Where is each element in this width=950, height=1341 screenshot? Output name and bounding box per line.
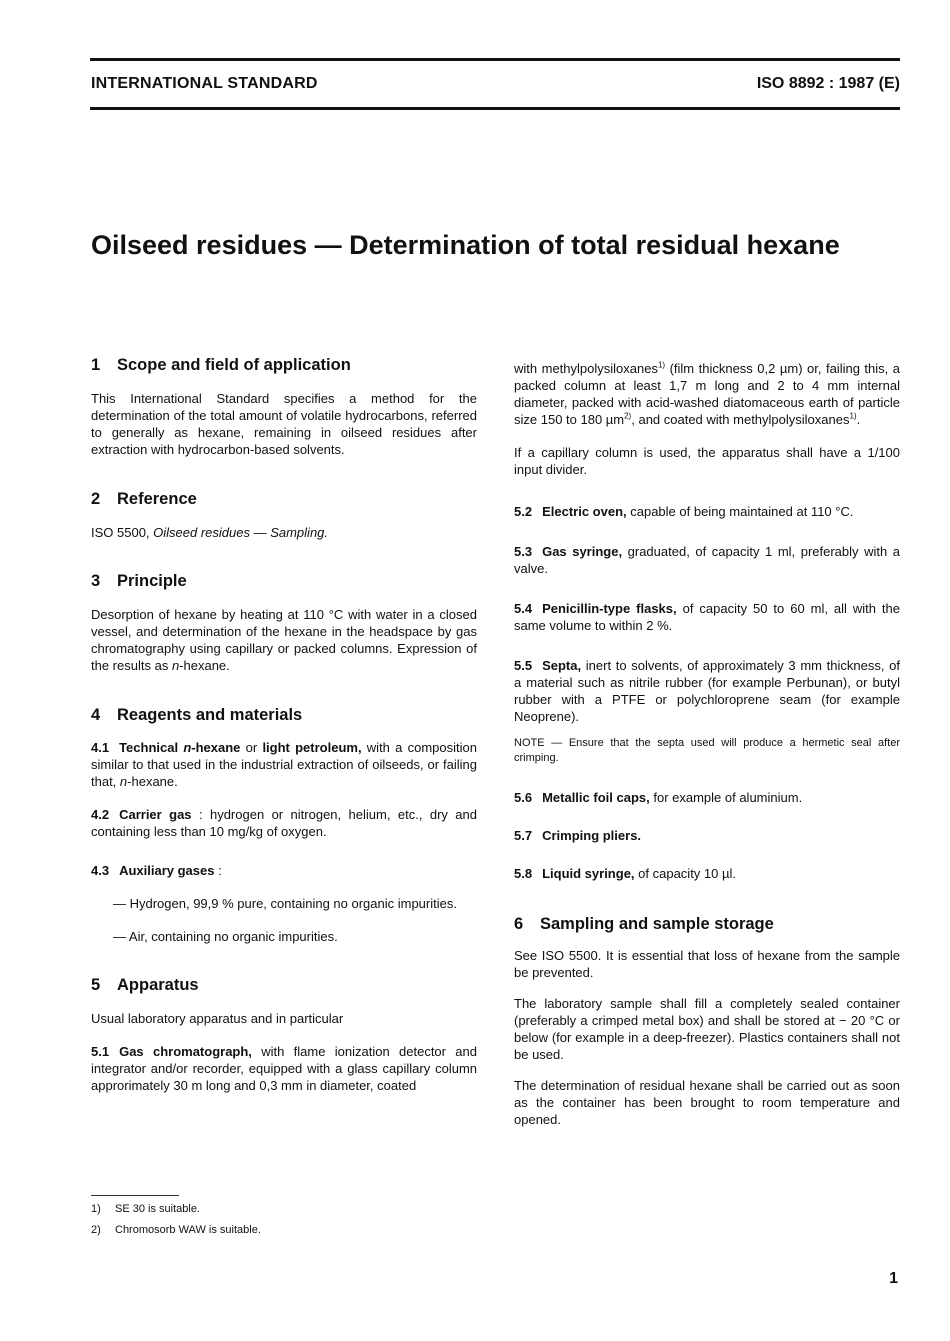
clause-5-1-note: If a capillary column is used, the apparatus shall have a 1/100 input divider.	[514, 445, 900, 477]
section-5-heading: 5 Apparatus	[91, 976, 199, 994]
clause-5-5: 5.5 Septa, inert to solvents, of approximately 3 mm thickness, of a material such as nitrile rubber (for example Perbunan), or butyl rubber with a PTFE or polychloroprene seam (for example Neoprene).	[514, 658, 900, 724]
header-bottom-rule	[90, 107, 900, 110]
clause-5-4: 5.4 Penicillin-type flasks, of capacity 50 to 60 ml, all with the same volume to within 2 %.	[514, 601, 901, 633]
clause-4-2: 4.2 Carrier gas : hydrogen or nitrogen, helium, etc., dry and containing less than 10 mg/kg of oxygen.	[91, 807, 477, 839]
section-4-heading: 4 Reagents and materials	[91, 706, 303, 724]
clause-4-3-item-1: — Hydrogen, 99,9 % pure, containing no organic impurities.	[113, 896, 457, 911]
standard-number: ISO 8892 : 1987 (E)	[756, 75, 900, 92]
section-1-text: This International Standard specifies a method for the determination of the total amount of volatile hydrocarbons, referred to generally as hexane, remaining in oilseed residues after extraction with hydrocarbon-based solvents.	[91, 391, 477, 457]
clause-5-7: 5.7 Crimping pliers.	[514, 828, 642, 843]
footnote-1: 1) SE 30 is suitable.	[91, 1203, 200, 1215]
clause-5-1: 5.1 Gas chromatograph, with flame ionization detector and integrator and/or recorder, equipped with a glass capillary column approrimately 30 m long and 0,3 mm in diameter, coated	[91, 1044, 477, 1093]
section-2-heading: 2 Reference	[91, 490, 197, 508]
page-title: Oilseed residues — Determination of total residual hexane	[91, 230, 840, 260]
section-6-paragraph-1: See ISO 5500. It is essential that loss of hexane from the sample be prevented.	[514, 948, 900, 980]
header-top-rule	[90, 58, 900, 61]
clause-5-8: 5.8 Liquid syringe, of capacity 10 µl.	[514, 866, 736, 881]
section-2-text: ISO 5500, Oilseed residues — Sampling.	[91, 525, 329, 540]
document-type: INTERNATIONAL STANDARD	[91, 75, 318, 92]
clause-5-3: 5.3 Gas syringe, graduated, of capacity 1 ml, preferably with a valve.	[514, 544, 900, 576]
right-column	[514, 360, 900, 1128]
section-6-paragraph-2: The laboratory sample shall fill a completely sealed container (preferably a crimped metal box) and shall be stored at − 20 °C or below (for example in a deep-freezer). Plastics containers shall not be used.	[514, 996, 900, 1062]
page-number: 1	[889, 1270, 898, 1287]
section-5-intro: Usual laboratory apparatus and in particular	[91, 1011, 344, 1026]
left-column	[91, 354, 477, 1094]
septa-note: NOTE — Ensure that the septa used will produce a hermetic seal after crimping.	[514, 737, 900, 764]
clause-4-1: 4.1 Technical n-hexane or light petroleum, with a composition similar to that used in the industrial extraction of oilseeds, or failing that, n-hexane.	[91, 740, 477, 789]
clause-4-3-item-2: — Air, containing no organic impurities.	[113, 929, 338, 944]
footnote-rule	[91, 1195, 179, 1196]
section-6-paragraph-3: The determination of residual hexane shall be carried out as soon as the container has been brought to room temperature and opened.	[514, 1078, 900, 1127]
clause-5-6: 5.6 Metallic foil caps, for example of aluminium.	[514, 790, 803, 805]
section-3-heading: 3 Principle	[91, 572, 187, 590]
section-1-heading: 1 Scope and field of application	[91, 356, 351, 374]
clause-4-3: 4.3 Auxiliary gases :	[91, 863, 222, 878]
clause-5-2: 5.2 Electric oven, capable of being maintained at 110 °C.	[514, 504, 854, 519]
section-3-text: Desorption of hexane by heating at 110 °C with water in a closed vessel, and determination of the hexane in the headspace by gas chromatography using capillary or packed columns. Expression of the results as n-hexane.	[91, 607, 477, 673]
section-6-heading: 6 Sampling and sample storage	[514, 915, 774, 933]
clause-5-1-continued: with methylpolysiloxanes$^{1)}$ (film thickness 0,2 µm) or, failing this, a packed column at least 1,7 m long and 2 to 4 mm internal diameter, packed with acid-washed diatomaceous earth of particle size 150 to 180 µm$^{2)}$, and coated with methylpolysiloxanes$^{1)}$.	[514, 360, 900, 427]
reference-title: Oilseed residues — Sampling.	[153, 525, 329, 540]
footnote-2: 2) Chromosorb WAW is suitable.	[91, 1224, 261, 1236]
